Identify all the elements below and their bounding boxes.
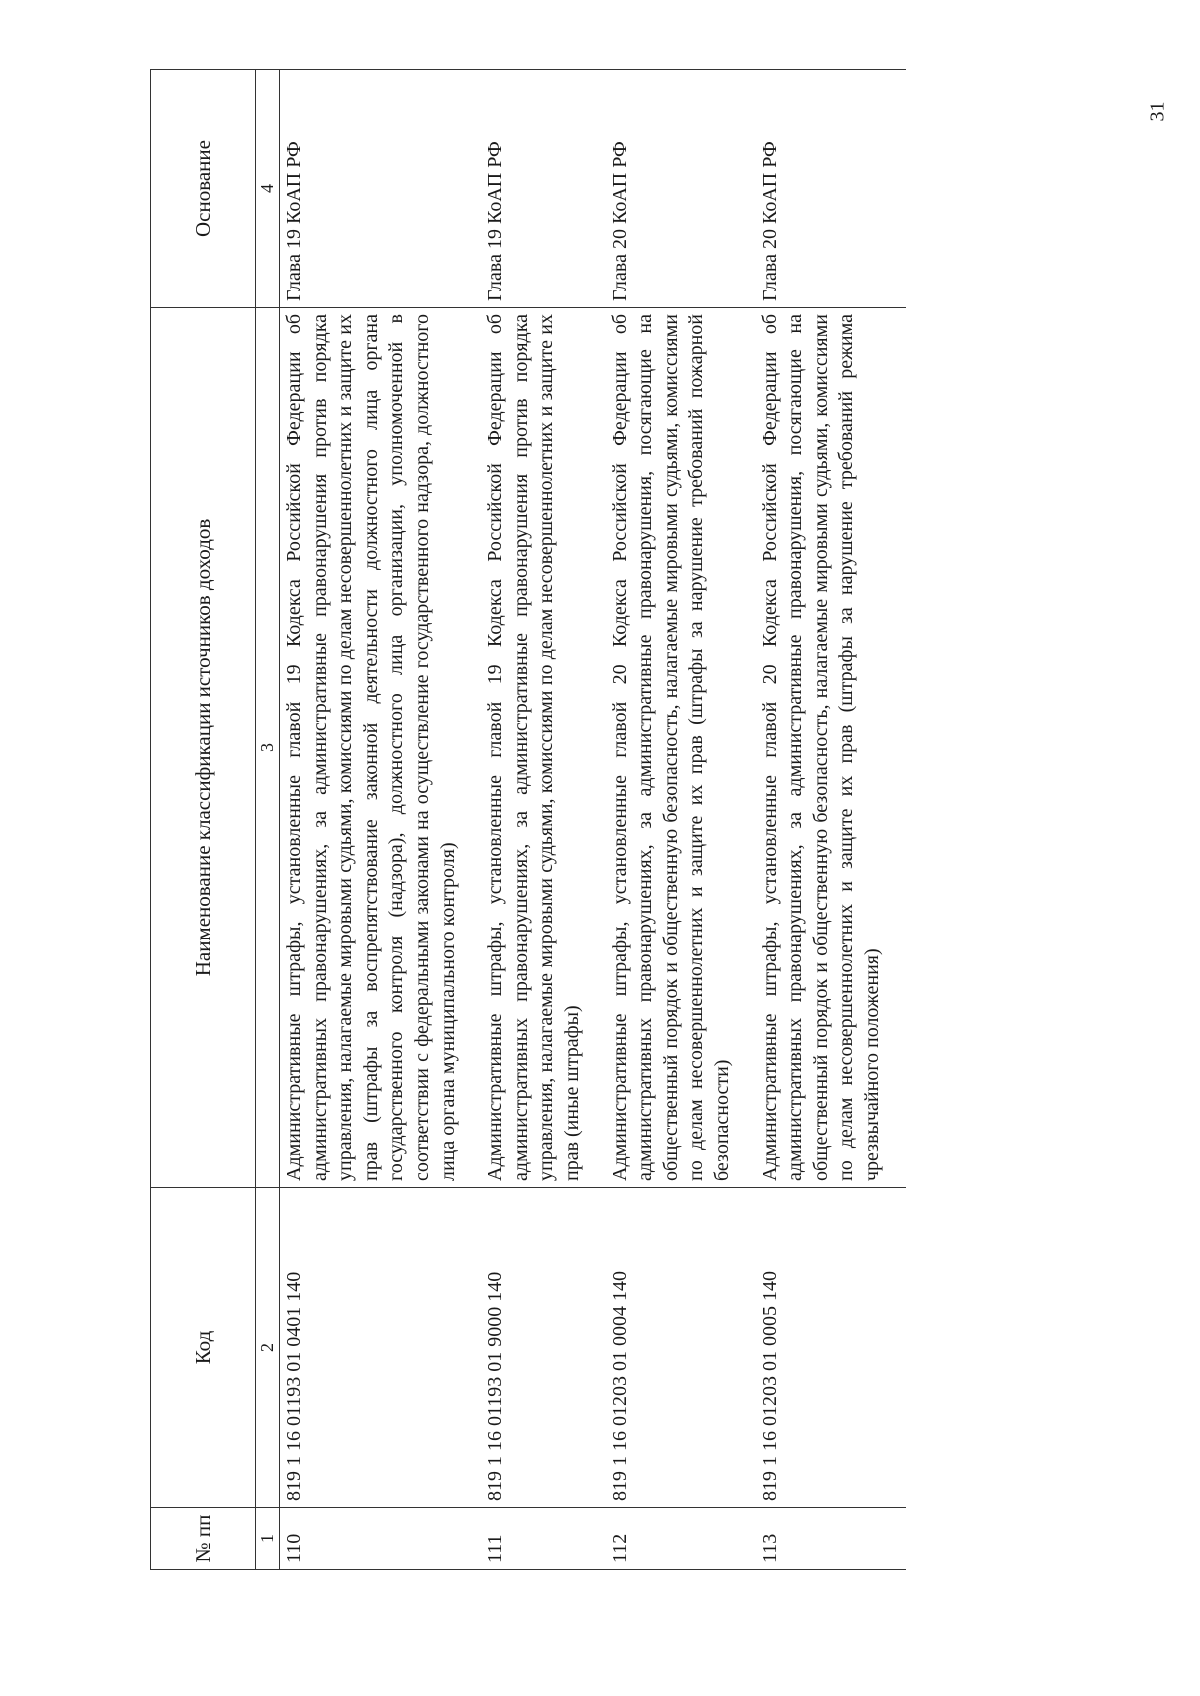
row-number: 110 <box>280 1508 482 1570</box>
rotated-table-frame <box>150 70 990 1570</box>
revenue-classification-table <box>150 69 906 1570</box>
header-basis: Основание <box>151 70 256 308</box>
header-code: Код <box>151 1188 256 1508</box>
table-row <box>756 70 906 1570</box>
table-header-row <box>151 70 256 1570</box>
header-name: Наименование классификации источников доходов <box>151 308 256 1188</box>
table-row <box>606 70 756 1570</box>
row-basis: Глава 19 КоАП РФ <box>280 70 482 308</box>
row-name: Административные штрафы, установленные главой 20 Кодекса Российской Федерации об административных правонарушениях, за административные правонарушения, посягающие на общественный порядок и общественную безопасность, налагаемые мировыми судьями, комиссиями по делам несовершеннолетних и защите их прав (штрафы за нарушение требований режима чрезвычайного положения) <box>756 308 906 1188</box>
row-number: 112 <box>606 1508 756 1570</box>
row-name: Административные штрафы, установленные главой 20 Кодекса Российской Федерации об административных правонарушениях, за административные правонарушения, посягающие на общественный порядок и общественную безопасность, налагаемые мировыми судьями, комиссиями по делам несовершеннолетних и защите их прав (штрафы за нарушение требований пожарной безопасности) <box>606 308 756 1188</box>
row-basis: Глава 19 КоАП РФ <box>481 70 605 308</box>
row-number: 111 <box>481 1508 605 1570</box>
column-number: 3 <box>256 308 280 1188</box>
column-number: 2 <box>256 1188 280 1508</box>
column-number-row <box>256 70 280 1570</box>
row-code: 819 1 16 01203 01 0005 140 <box>756 1188 906 1508</box>
column-number: 4 <box>256 70 280 308</box>
row-code: 819 1 16 01203 01 0004 140 <box>606 1188 756 1508</box>
table-row <box>481 70 605 1570</box>
row-code: 819 1 16 01193 01 0401 140 <box>280 1188 482 1508</box>
table-row <box>280 70 482 1570</box>
row-name: Административные штрафы, установленные главой 19 Кодекса Российской Федерации об административных правонарушениях, за административные правонарушения против порядка управления, налагаемые мировыми судьями, комиссиями по делам несовершеннолетних и защите их прав (иные штрафы) <box>481 308 605 1188</box>
header-num: № пп <box>151 1508 256 1570</box>
row-basis: Глава 20 КоАП РФ <box>756 70 906 308</box>
row-code: 819 1 16 01193 01 9000 140 <box>481 1188 605 1508</box>
row-name: Административные штрафы, установленные главой 19 Кодекса Российской Федерации об административных правонарушениях, за административные правонарушения против порядка управления, налагаемые мировыми судьями, комиссиями по делам несовершеннолетних и защите их прав (штрафы за воспрепятствование законной деятельности должностного лица органа государственного контроля (надзора), должностного лица организации, уполномоченной в соответствии с федеральными законами на осуществление государственного надзора, должностного лица органа муниципального контроля) <box>280 308 482 1188</box>
row-number: 113 <box>756 1508 906 1570</box>
page-number: 31 <box>1146 101 1169 122</box>
row-basis: Глава 20 КоАП РФ <box>606 70 756 308</box>
column-number: 1 <box>256 1508 280 1570</box>
